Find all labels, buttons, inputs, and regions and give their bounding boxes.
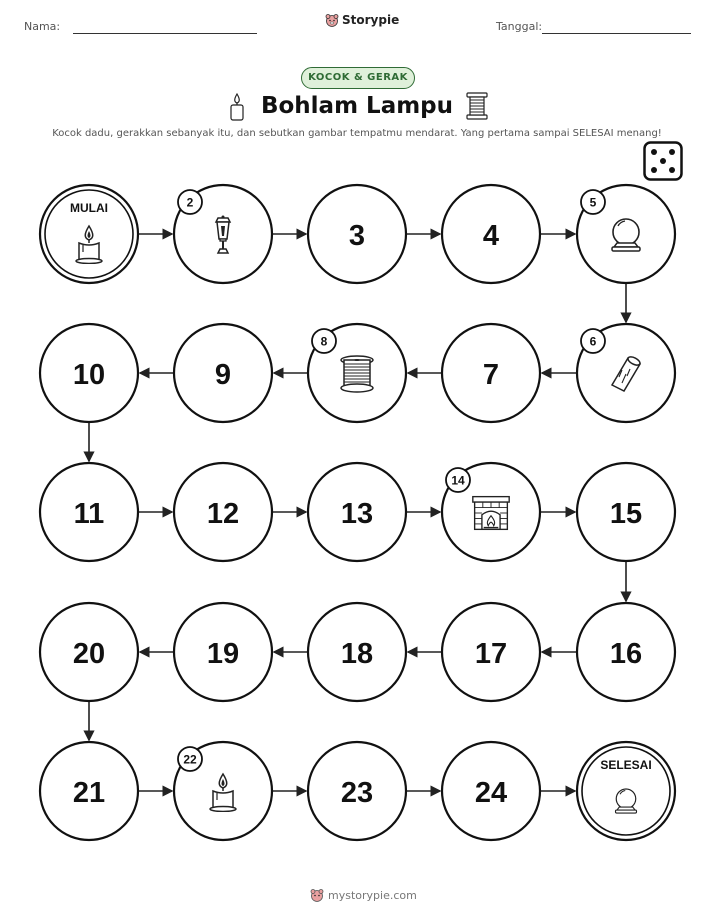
space-number: 7 <box>482 359 500 391</box>
space-number: 13 <box>340 498 374 530</box>
instructions: Kocok dadu, gerakkan sebanyak itu, dan sebutkan gambar tempatmu mendarat. Yang pertama sampai SELESAI menang! <box>52 128 662 139</box>
space-number: 15 <box>609 498 643 530</box>
board-space <box>174 463 272 561</box>
board-space <box>308 603 406 701</box>
board-space <box>577 463 675 561</box>
space-badge-number: 6 <box>589 334 597 349</box>
space-badge-number: 5 <box>589 195 597 210</box>
board-space <box>577 742 675 840</box>
space-number: 4 <box>482 220 500 252</box>
spool-icon <box>341 356 373 392</box>
board-space <box>174 185 272 283</box>
space-number: 16 <box>609 638 643 670</box>
crystal-ball-icon <box>616 789 637 813</box>
space-number: 3 <box>348 220 366 252</box>
space-number: 10 <box>72 359 106 391</box>
board-space <box>40 742 138 840</box>
space-number: 17 <box>474 638 508 670</box>
space-number: 18 <box>340 638 374 670</box>
space-number: 24 <box>474 777 508 809</box>
space-number: 11 <box>73 498 105 530</box>
space-number: 19 <box>206 638 240 670</box>
board-space <box>40 463 138 561</box>
board-space <box>308 463 406 561</box>
crystal-ball-icon <box>612 219 640 251</box>
activity-tag: KOCOK & GERAK <box>301 67 415 89</box>
space-badge-number: 8 <box>320 334 328 349</box>
board-space <box>442 185 540 283</box>
finish-label: SELESAI <box>600 758 652 772</box>
board-space <box>442 603 540 701</box>
board-space <box>40 603 138 701</box>
space-number: 23 <box>340 777 374 809</box>
board-space <box>577 324 675 422</box>
space-badge-number: 2 <box>186 195 194 210</box>
board-space <box>174 742 272 840</box>
board-spaces <box>40 185 675 840</box>
board-space <box>40 324 138 422</box>
storypie-mascot-icon <box>310 888 324 902</box>
board-space <box>308 742 406 840</box>
board-space <box>577 603 675 701</box>
page-title: Bohlam Lampu <box>260 93 454 119</box>
space-badge-number: 22 <box>183 752 197 767</box>
space-number: 21 <box>72 777 106 809</box>
space-number: 9 <box>214 359 232 391</box>
board-space <box>442 463 540 561</box>
board-space <box>174 324 272 422</box>
board-space <box>577 185 675 283</box>
space-number: 20 <box>72 638 106 670</box>
footer-site: mystorypie.com <box>328 888 417 902</box>
space-number: 12 <box>206 498 240 530</box>
board-space <box>308 185 406 283</box>
fireplace-icon <box>473 497 509 530</box>
footer <box>310 888 417 902</box>
date-label: Tanggal: <box>496 20 543 33</box>
brand-name: Storypie <box>342 13 400 27</box>
space-badge-number: 14 <box>451 473 465 488</box>
start-label: MULAI <box>70 201 108 215</box>
name-label: Nama: <box>24 20 61 33</box>
board-space <box>442 742 540 840</box>
board-space <box>174 603 272 701</box>
board-space <box>40 185 138 283</box>
board-space <box>308 324 406 422</box>
board-space <box>442 324 540 422</box>
